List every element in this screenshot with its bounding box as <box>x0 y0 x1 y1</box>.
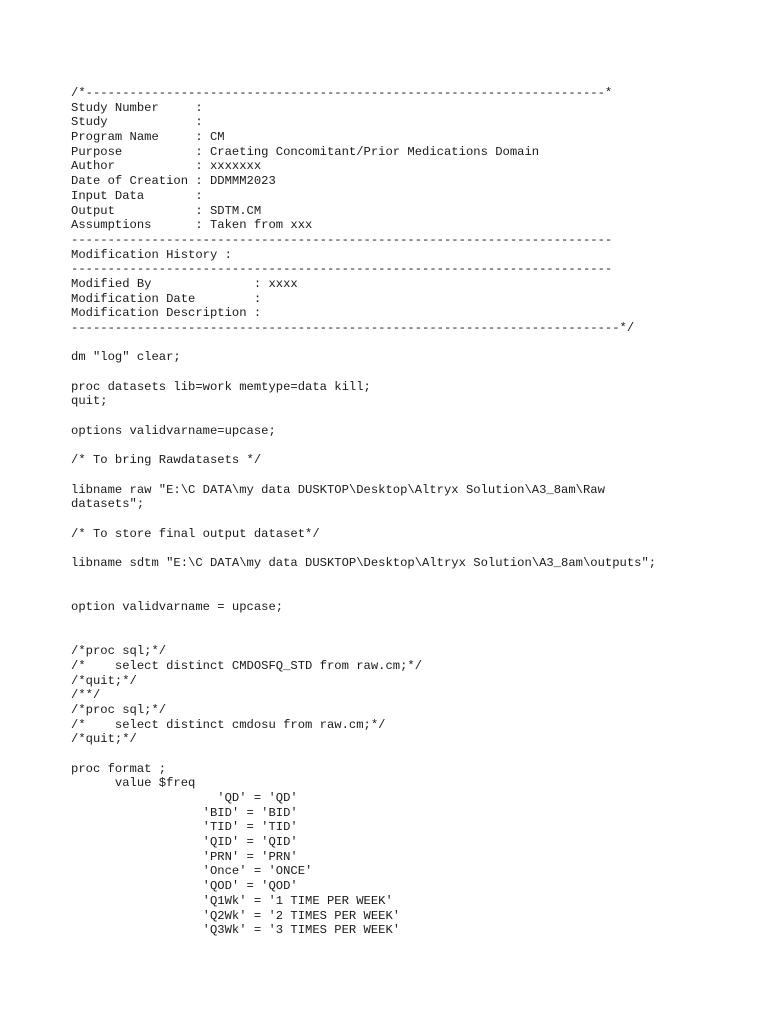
code-line: proc datasets lib=work memtype=data kill; <box>71 379 371 394</box>
code-line: -------------------------------------------------------------------------- <box>71 262 613 277</box>
code-line <box>71 336 656 351</box>
code-line: option validvarname = upcase; <box>71 600 284 615</box>
code-line <box>71 571 656 586</box>
code-line <box>71 629 656 644</box>
code-line: 'Q2Wk' = '2 TIMES PER WEEK' <box>71 908 401 923</box>
code-line: value $freq <box>71 776 196 791</box>
code-line <box>71 409 656 424</box>
code-line: Modification History : <box>71 247 232 262</box>
code-line: Study Number : <box>71 100 203 115</box>
code-line: /*-----------------------------------------------------------------------* <box>71 86 613 100</box>
code-line: ---------------------------------------------------------------------------*/ <box>71 321 635 335</box>
code-line: Author : xxxxxxx <box>71 159 262 174</box>
code-line: 'TID' = 'TID' <box>71 820 298 835</box>
code-line: Date of Creation : DDMMM2023 <box>71 174 276 189</box>
code-line: datasets"; <box>71 497 145 512</box>
code-line: libname raw "E:\C DATA\my data DUSKTOP\Desktop\Altryx Solution\A3_8am\Raw <box>71 482 605 497</box>
code-line <box>71 541 656 556</box>
code-line <box>71 365 656 380</box>
code-line: Modification Description : <box>71 306 262 321</box>
code-line: Output : SDTM.CM <box>71 203 262 218</box>
code-line: Purpose : Craeting Concomitant/Prior Medications Domain <box>71 144 540 159</box>
code-line <box>71 747 656 762</box>
code-line <box>71 512 656 527</box>
code-line: quit; <box>71 394 108 409</box>
code-line: -------------------------------------------------------------------------- <box>71 232 613 247</box>
code-line: /*proc sql;*/ <box>71 644 167 659</box>
code-line: Modified By : xxxx <box>71 276 298 291</box>
code-line: 'QOD' = 'QOD' <box>71 879 298 894</box>
code-line: /* To bring Rawdatasets */ <box>71 453 262 468</box>
code-line: 'Once' = 'ONCE' <box>71 864 313 879</box>
code-line: proc format ; <box>71 761 167 776</box>
code-line: Assumptions : Taken from xxx <box>71 218 313 233</box>
code-line: /* select distinct cmdosu from raw.cm;*/ <box>71 717 386 732</box>
code-line: 'QID' = 'QID' <box>71 835 298 850</box>
code-line: options validvarname=upcase; <box>71 423 276 438</box>
code-line: 'BID' = 'BID' <box>71 805 298 820</box>
code-line: /*proc sql;*/ <box>71 702 167 717</box>
code-line: Program Name : CM <box>71 130 225 145</box>
code-line: 'QD' = 'QD' <box>71 791 298 805</box>
code-line: Input Data : <box>71 188 203 203</box>
code-listing <box>71 86 656 938</box>
code-line: dm "log" clear; <box>71 350 181 365</box>
code-line: /**/ <box>71 688 101 703</box>
code-line: 'Q3Wk' = '3 TIMES PER WEEK' <box>71 923 401 938</box>
code-line: libname sdtm "E:\C DATA\my data DUSKTOP\Desktop\Altryx Solution\A3_8am\outputs"; <box>71 556 657 570</box>
code-line <box>71 585 656 600</box>
code-line: /*quit;*/ <box>71 732 137 747</box>
code-line <box>71 468 656 483</box>
code-line: 'Q1Wk' = '1 TIME PER WEEK' <box>71 893 393 908</box>
code-line <box>71 439 656 454</box>
code-line: /* select distinct CMDOSFQ_STD from raw.cm;*/ <box>71 658 423 673</box>
code-line: Study : <box>71 115 203 130</box>
code-line: /*quit;*/ <box>71 673 137 688</box>
code-line: Modification Date : <box>71 291 262 306</box>
code-line: /* To store final output dataset*/ <box>71 526 320 541</box>
code-line: 'PRN' = 'PRN' <box>71 849 298 864</box>
code-line <box>71 615 656 630</box>
